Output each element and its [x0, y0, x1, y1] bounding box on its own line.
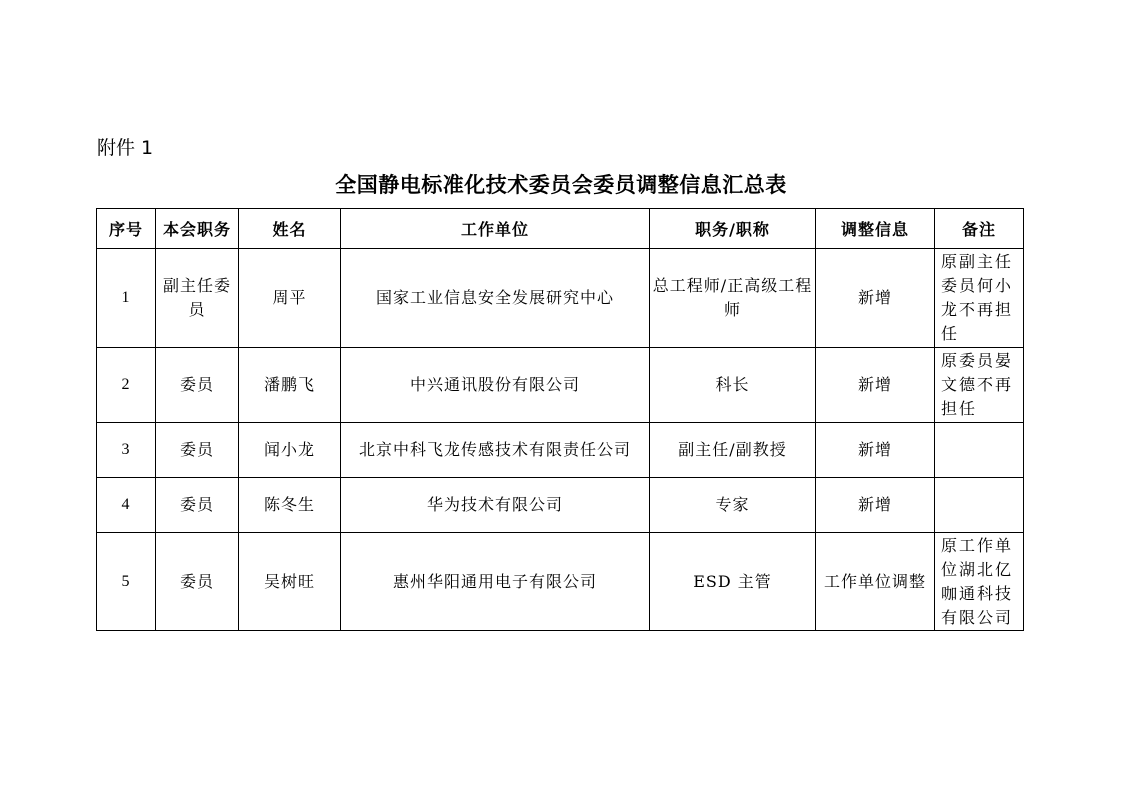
header-name: 姓名	[239, 209, 341, 249]
cell-unit: 北京中科飞龙传感技术有限责任公司	[341, 423, 650, 478]
table-row	[97, 478, 1024, 533]
cell-unit: 国家工业信息安全发展研究中心	[341, 249, 650, 348]
table-row	[97, 348, 1024, 423]
table-row	[97, 533, 1024, 631]
table-row	[97, 423, 1024, 478]
cell-role: 委员	[156, 348, 239, 423]
cell-adjust: 新增	[816, 478, 935, 533]
cell-title: 副主任/副教授	[650, 423, 816, 478]
header-adjust: 调整信息	[816, 209, 935, 249]
cell-name: 吴树旺	[239, 533, 341, 631]
cell-role: 委员	[156, 533, 239, 631]
cell-title: 科长	[650, 348, 816, 423]
cell-adjust: 新增	[816, 423, 935, 478]
cell-title: 总工程师/正高级工程师	[650, 249, 816, 348]
document-title: 全国静电标准化技术委员会委员调整信息汇总表	[335, 173, 787, 197]
cell-name: 周平	[239, 249, 341, 348]
table-header-row	[97, 209, 1024, 249]
header-title: 职务/职称	[650, 209, 816, 249]
cell-name: 潘鹏飞	[239, 348, 341, 423]
cell-seq: 4	[97, 478, 156, 533]
cell-seq: 3	[97, 423, 156, 478]
cell-name: 闻小龙	[239, 423, 341, 478]
cell-seq: 2	[97, 348, 156, 423]
cell-unit: 惠州华阳通用电子有限公司	[341, 533, 650, 631]
attachment-label: 附件 1	[97, 137, 154, 159]
cell-adjust: 新增	[816, 348, 935, 423]
cell-note	[935, 478, 1024, 533]
cell-adjust: 工作单位调整	[816, 533, 935, 631]
cell-role: 副主任委员	[156, 249, 239, 348]
cell-name: 陈冬生	[239, 478, 341, 533]
cell-note: 原副主任委员何小龙不再担任	[935, 249, 1024, 348]
cell-seq: 1	[97, 249, 156, 348]
cell-unit: 中兴通讯股份有限公司	[341, 348, 650, 423]
member-adjustment-table	[96, 208, 1024, 631]
table-row	[97, 249, 1024, 348]
header-unit: 工作单位	[341, 209, 650, 249]
cell-seq: 5	[97, 533, 156, 631]
header-note: 备注	[935, 209, 1024, 249]
cell-adjust: 新增	[816, 249, 935, 348]
cell-role: 委员	[156, 478, 239, 533]
cell-unit: 华为技术有限公司	[341, 478, 650, 533]
header-role: 本会职务	[156, 209, 239, 249]
cell-note	[935, 423, 1024, 478]
cell-title: 专家	[650, 478, 816, 533]
cell-note: 原委员晏文德不再担任	[935, 348, 1024, 423]
header-seq: 序号	[97, 209, 156, 249]
cell-role: 委员	[156, 423, 239, 478]
cell-title: ESD 主管	[650, 533, 816, 631]
cell-note: 原工作单位湖北亿咖通科技有限公司	[935, 533, 1024, 631]
